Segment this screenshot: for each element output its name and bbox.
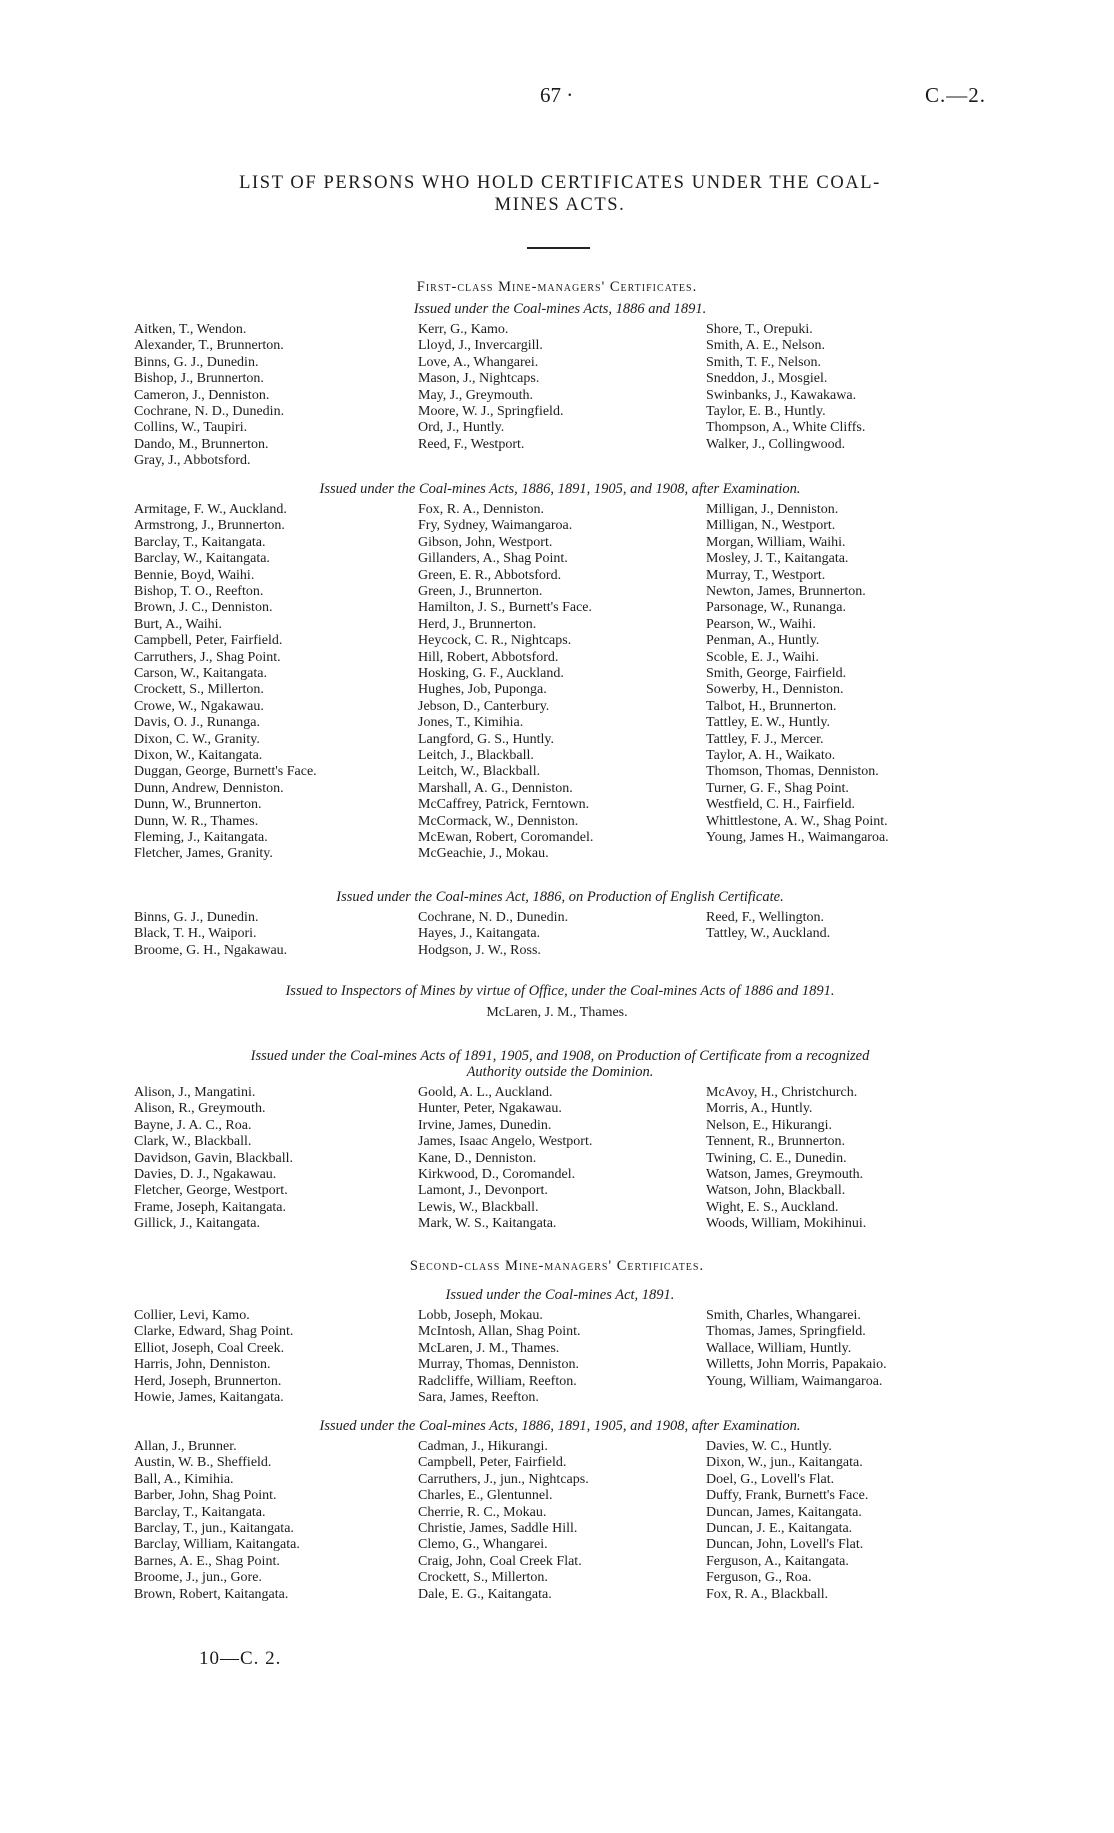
list-entry: Hughes, Job, Puponga. [418, 682, 547, 698]
list-row [134, 1183, 984, 1199]
list-row [134, 1357, 984, 1373]
list-entry: Cochrane, N. D., Dunedin. [418, 910, 569, 925]
list-entry: Fletcher, George, Westport. [134, 1183, 288, 1199]
list-entry: Murray, Thomas, Denniston. [418, 1357, 579, 1373]
title-line-2: MINES ACTS. [494, 195, 626, 215]
list-row [134, 650, 984, 666]
page-title [150, 172, 970, 216]
group-subtitle [150, 481, 970, 497]
list-entry: Green, J., Brunnerton. [418, 584, 543, 599]
list-entry: Tattley, W., Auckland. [706, 926, 831, 942]
list-row [134, 535, 984, 551]
list-entry: Young, William, Waimangaroa. [706, 1373, 883, 1389]
list-row [134, 437, 984, 453]
list-entry: Watson, James, Greymouth. [706, 1167, 864, 1182]
title-rule [527, 247, 590, 249]
list-entry: James, Isaac Angelo, Westport. [418, 1134, 593, 1150]
list-entry: Watson, John, Blackball. [706, 1183, 846, 1199]
page-number: 67 · [540, 83, 574, 107]
list-entry: McLaren, J. M., Thames. [486, 1005, 628, 1020]
list-entry: Tattley, F. J., Mercer. [706, 731, 824, 747]
list-entry: Green, E. R., Abbotsford. [418, 567, 562, 583]
list-entry: Barclay, T., jun., Kaitangata. [134, 1521, 294, 1536]
list-entry: Brown, J. C., Denniston. [134, 600, 273, 616]
list-row [134, 781, 984, 797]
list-entry: Turner, G. F., Shag Point. [706, 780, 849, 796]
list-row [134, 1308, 984, 1324]
list-row [134, 518, 984, 534]
list-entry: Barclay, T., Kaitangata. [134, 534, 266, 550]
list-entry: Sneddon, J., Mosgiel. [706, 371, 828, 387]
group-subtitle [150, 1418, 970, 1434]
list-entry: Hamilton, J. S., Burnett's Face. [418, 600, 593, 616]
group-subtitle-line: Issued to Inspectors of Mines by virtue of Office, under the Coal-mines Acts of 1886 and 1891. [285, 983, 835, 999]
group-subtitle [150, 983, 970, 999]
list-row [134, 846, 984, 862]
list-entry: Carson, W., Kaitangata. [134, 666, 267, 681]
list-entry: Craig, John, Coal Creek Flat. [418, 1553, 582, 1569]
list-entry: Tattley, E. W., Huntly. [706, 715, 830, 731]
list-entry: Allan, J., Brunner. [134, 1439, 237, 1454]
list-entry: Herd, Joseph, Brunnerton. [134, 1373, 282, 1389]
list-row [134, 1488, 984, 1504]
list-entry: Barber, John, Shag Point. [134, 1488, 277, 1504]
list-entry: Fox, R. A., Denniston. [418, 502, 545, 517]
list-entry: Duncan, John, Lovell's Flat. [706, 1537, 864, 1553]
list-row [134, 943, 984, 959]
document-code: C.—2. [925, 83, 987, 107]
list-entry: Young, James H., Waimangaroa. [706, 830, 889, 845]
list-entry: Bayne, J. A. C., Roa. [134, 1117, 252, 1133]
list-row [134, 830, 984, 846]
list-entry: Campbell, Peter, Fairfield. [418, 1455, 567, 1471]
list-entry: Smith, T. F., Nelson. [706, 354, 822, 370]
list-entry: Aitken, T., Wendon. [134, 322, 247, 337]
group-subtitle-line: Issued under the Coal-mines Act, 1886, on Production of English Certificate. [336, 889, 784, 905]
list-entry: Kerr, G., Kamo. [418, 322, 509, 337]
list-row [134, 1570, 984, 1586]
list-row [134, 584, 984, 600]
list-entry: Thompson, A., White Cliffs. [706, 420, 866, 436]
list-entry: Taylor, E. B., Huntly. [706, 404, 826, 419]
list-entry: Cochrane, N. D., Dunedin. [134, 404, 285, 419]
list-entry: Clemo, G., Whangarei. [418, 1537, 548, 1553]
list-entry: Shore, T., Orepuki. [706, 322, 813, 337]
list-entry: Goold, A. L., Auckland. [418, 1085, 553, 1100]
list-entry: Radcliffe, William, Reefton. [418, 1373, 577, 1389]
list-entry: Reed, F., Wellington. [706, 910, 825, 925]
list-entry: Talbot, H., Brunnerton. [706, 698, 837, 714]
list-row [134, 1085, 984, 1101]
list-entry: Broome, J., jun., Gore. [134, 1570, 262, 1586]
list-row [134, 748, 984, 764]
list-entry: Mark, W. S., Kaitangata. [418, 1216, 557, 1232]
list-entry: Murray, T., Westport. [706, 567, 826, 583]
list-row [134, 600, 984, 616]
list-row [134, 1200, 984, 1216]
list-entry: Westfield, C. H., Fairfield. [706, 797, 855, 813]
list-entry: Walker, J., Collingwood. [706, 436, 846, 452]
list-entry: McCormack, W., Denniston. [418, 813, 579, 829]
list-entry: Campbell, Peter, Fairfield. [134, 633, 283, 649]
list-entry: Moore, W. J., Springfield. [418, 404, 564, 419]
list-entry: Doel, G., Lovell's Flat. [706, 1471, 835, 1487]
list-row [134, 814, 984, 830]
list-entry: Crockett, S., Millerton. [134, 682, 264, 698]
list-entry: Jebson, D., Canterbury. [418, 698, 550, 714]
list-entry: May, J., Greymouth. [418, 387, 533, 403]
group-subtitle-line: Issued under the Coal-mines Act, 1891. [445, 1287, 675, 1303]
list-entry: Fletcher, James, Granity. [134, 846, 273, 862]
list-entry: Sara, James, Reefton. [418, 1390, 539, 1405]
list-entry: Davies, W. C., Huntly. [706, 1439, 832, 1454]
list-entry: Herd, J., Brunnerton. [418, 616, 537, 632]
list-entry: Lewis, W., Blackball. [418, 1199, 539, 1215]
list-entry: Alison, R., Greymouth. [134, 1101, 266, 1117]
list-row [134, 1341, 984, 1357]
list-entry: Hunter, Peter, Ngakawau. [418, 1101, 562, 1117]
list-entry: Elliot, Joseph, Coal Creek. [134, 1340, 285, 1356]
list-entry: Jones, T., Kimihia. [418, 715, 524, 731]
list-entry: Dunn, Andrew, Denniston. [134, 780, 284, 796]
list-entry: Duncan, J. E., Kaitangata. [706, 1521, 853, 1536]
list-entry: Duggan, George, Burnett's Face. [134, 764, 317, 780]
list-entry: Hosking, G. F., Auckland. [418, 666, 564, 681]
list-entry: Dixon, W., jun., Kaitangata. [706, 1455, 863, 1471]
list-row [134, 1554, 984, 1570]
list-row [134, 617, 984, 633]
list-entry: Willetts, John Morris, Papakaio. [706, 1357, 887, 1373]
list-entry: Fox, R. A., Blackball. [706, 1586, 829, 1602]
list-entry: Cadman, J., Hikurangi. [418, 1439, 548, 1454]
list-row [134, 1216, 984, 1232]
list-entry: McIntosh, Allan, Shag Point. [418, 1324, 581, 1340]
list-entry: Christie, James, Saddle Hill. [418, 1521, 578, 1536]
list-row [134, 1151, 984, 1167]
list-entry: Ball, A., Kimihia. [134, 1471, 234, 1487]
list-row [134, 355, 984, 371]
list-entry: Gray, J., Abbotsford. [134, 453, 251, 469]
list-row [134, 1537, 984, 1553]
title-line-1: LIST OF PERSONS WHO HOLD CERTIFICATES UNDER THE COAL- [239, 173, 881, 193]
list-entry: Leitch, W., Blackball. [418, 764, 541, 780]
list-entry: Thomson, Thomas, Denniston. [706, 764, 879, 780]
list-entry: Collier, Levi, Kamo. [134, 1308, 250, 1323]
list-entry: Gillick, J., Kaitangata. [134, 1216, 260, 1232]
list-row [134, 715, 984, 731]
list-entry: Davies, D. J., Ngakawau. [134, 1167, 277, 1182]
list-entry: Barclay, T., Kaitangata. [134, 1504, 266, 1520]
group-subtitle [130, 1048, 990, 1080]
list-entry: Lobb, Joseph, Mokau. [418, 1308, 543, 1323]
list-entry: Mosley, J. T., Kaitangata. [706, 551, 849, 567]
list-entry: Taylor, A. H., Waikato. [706, 748, 836, 763]
list-entry: Dixon, W., Kaitangata. [134, 748, 263, 763]
list-entry: Binns, G. J., Dunedin. [134, 910, 259, 925]
list-entry: Leitch, J., Blackball. [418, 748, 534, 763]
list-entry: Ferguson, G., Roa. [706, 1570, 812, 1586]
list-entry: Bishop, T. O., Reefton. [134, 584, 264, 599]
list-entry: McEwan, Robert, Coromandel. [418, 830, 594, 845]
group-subtitle-line: Issued under the Coal-mines Acts, 1886, 1891, 1905, and 1908, after Examination. [319, 481, 801, 497]
list-entry: Langford, G. S., Huntly. [418, 731, 554, 747]
list-entry: Armstrong, J., Brunnerton. [134, 518, 285, 534]
list-row [134, 420, 984, 436]
list-entry: Dunn, W. R., Thames. [134, 813, 259, 829]
list-entry: Alexander, T., Brunnerton. [134, 338, 284, 354]
list-entry: Nelson, E., Hikurangi. [706, 1117, 832, 1133]
list-row [134, 910, 984, 926]
list-entry: Twining, C. E., Dunedin. [706, 1150, 847, 1166]
list-row [134, 1521, 984, 1537]
list-entry: Smith, A. E., Nelson. [706, 338, 826, 354]
list-entry: Wallace, William, Huntly. [706, 1340, 852, 1356]
list-entry: Penman, A., Huntly. [706, 633, 820, 649]
group-subtitle-line: Issued under the Coal-mines Acts, 1886 and 1891. [413, 301, 707, 317]
list-entry: Hill, Robert, Abbotsford. [418, 649, 559, 665]
section-heading: First-class Mine-managers' Certificates. [416, 279, 698, 295]
list-entry: Harris, John, Denniston. [134, 1357, 271, 1373]
list-row [134, 699, 984, 715]
list-row [134, 666, 984, 682]
list-entry: Ord, J., Huntly. [418, 420, 505, 436]
list-entry: Crockett, S., Millerton. [418, 1570, 548, 1586]
list-row [134, 453, 984, 469]
list-entry: Davidson, Gavin, Blackball. [134, 1150, 294, 1166]
group-subtitle-line: Authority outside the Dominion. [466, 1064, 654, 1080]
section-heading: Second-class Mine-managers' Certificates. [409, 1258, 705, 1274]
list-row [134, 338, 984, 354]
list-entry: Marshall, A. G., Denniston. [418, 780, 573, 796]
sheet-signature: 10—C. 2. [199, 1648, 282, 1669]
list-entry: McLaren, J. M., Thames. [418, 1340, 560, 1356]
list-entry: Duffy, Frank, Burnett's Face. [706, 1488, 869, 1504]
list-entry: Reed, F., Westport. [418, 436, 525, 452]
list-entry: Hayes, J., Kaitangata. [418, 926, 541, 942]
list-entry: Dixon, C. W., Granity. [134, 731, 260, 747]
list-entry: Smith, Charles, Whangarei. [706, 1308, 861, 1323]
list-entry: Gibson, John, Westport. [418, 534, 553, 550]
list-entry: Kane, D., Denniston. [418, 1150, 537, 1166]
list-entry: Woods, William, Mokihinui. [706, 1216, 867, 1232]
list-entry: McAvoy, H., Christchurch. [706, 1085, 858, 1100]
list-entry: Thomas, James, Springfield. [706, 1324, 866, 1340]
list-entry: Collins, W., Taupiri. [134, 420, 248, 436]
list-entry: Swinbanks, J., Kawakawa. [706, 387, 857, 403]
list-entry: Lamont, J., Devonport. [418, 1183, 548, 1199]
group-subtitle-line: Issued under the Coal-mines Acts, 1886, 1891, 1905, and 1908, after Examination. [319, 1418, 801, 1434]
list-entry: Cherrie, R. C., Mokau. [418, 1504, 547, 1520]
list-row [134, 1374, 984, 1390]
list-entry: Crowe, W., Ngakawau. [134, 698, 264, 714]
list-entry: Milligan, J., Denniston. [706, 502, 839, 517]
list-row [134, 1134, 984, 1150]
list-row [134, 1439, 984, 1455]
list-row [134, 1390, 984, 1406]
list-row [134, 926, 984, 942]
list-entry: Fleming, J., Kaitangata. [134, 830, 268, 845]
list-entry: Irvine, James, Dunedin. [418, 1117, 552, 1133]
list-entry: Parsonage, W., Runanga. [706, 600, 846, 616]
list-entry: Tennent, R., Brunnerton. [706, 1134, 845, 1150]
list-entry: McCaffrey, Patrick, Ferntown. [418, 797, 590, 813]
list-entry: Davis, O. J., Runanga. [134, 715, 260, 731]
list-row [134, 568, 984, 584]
list-entry: Bishop, J., Brunnerton. [134, 371, 264, 387]
group-subtitle [150, 1287, 970, 1303]
list-row [134, 388, 984, 404]
list-entry: Morgan, William, Waihi. [706, 534, 846, 550]
list-entry: Ferguson, A., Kaitangata. [706, 1553, 849, 1569]
list-row [134, 1455, 984, 1471]
list-entry: Duncan, James, Kaitangata. [706, 1504, 862, 1520]
list-row [134, 1472, 984, 1488]
list-entry: Burt, A., Waihi. [134, 616, 223, 632]
list-entry: Hodgson, J. W., Ross. [418, 942, 541, 958]
list-entry: Black, T. H., Waipori. [134, 926, 257, 942]
list-entry: Carruthers, J., Shag Point. [134, 649, 281, 665]
list-row [134, 1167, 984, 1183]
list-entry: Alison, J., Mangatini. [134, 1085, 256, 1100]
list-entry: Armitage, F. W., Auckland. [134, 502, 287, 517]
list-row [134, 633, 984, 649]
list-entry: Charles, E., Glentunnel. [418, 1488, 553, 1504]
list-entry: Clarke, Edward, Shag Point. [134, 1324, 294, 1340]
list-entry: Smith, George, Fairfield. [706, 666, 847, 681]
list-entry: Dando, M., Brunnerton. [134, 436, 269, 452]
list-entry: Sowerby, H., Denniston. [706, 682, 844, 698]
list-row [134, 502, 984, 518]
list-row [134, 732, 984, 748]
list-entry: Barclay, W., Kaitangata. [134, 551, 270, 567]
group-subtitle [150, 889, 970, 905]
list-entry: Kirkwood, D., Coromandel. [418, 1167, 576, 1182]
list-entry: Pearson, W., Waihi. [706, 616, 816, 632]
list-entry: Lloyd, J., Invercargill. [418, 338, 543, 354]
list-entry: Dale, E. G., Kaitangata. [418, 1586, 552, 1602]
list-row [134, 1118, 984, 1134]
list-entry: Whittlestone, A. W., Shag Point. [706, 813, 888, 829]
group-subtitle [150, 301, 970, 317]
list-entry: Milligan, N., Westport. [706, 518, 836, 534]
list-entry: McGeachie, J., Mokau. [418, 846, 549, 862]
list-entry: Cameron, J., Denniston. [134, 387, 270, 403]
list-entry: Clark, W., Blackball. [134, 1134, 252, 1150]
list-entry: Morris, A., Huntly. [706, 1101, 813, 1117]
list-entry: Bennie, Boyd, Waihi. [134, 567, 255, 583]
list-row [134, 404, 984, 420]
list-entry: Frame, Joseph, Kaitangata. [134, 1199, 287, 1215]
list-entry: Mason, J., Nightcaps. [418, 371, 540, 387]
list-row [134, 322, 984, 338]
list-entry: Barclay, William, Kaitangata. [134, 1537, 300, 1553]
list-entry: Dunn, W., Brunnerton. [134, 797, 262, 813]
list-row [134, 764, 984, 780]
list-entry: Wight, E. S., Auckland. [706, 1199, 839, 1215]
list-entry: Howie, James, Kaitangata. [134, 1390, 284, 1405]
list-entry: Binns, G. J., Dunedin. [134, 354, 259, 370]
list-row [134, 1101, 984, 1117]
list-row [134, 551, 984, 567]
list-entry: Fry, Sydney, Waimangaroa. [418, 518, 573, 534]
list-row [134, 682, 984, 698]
list-entry: Broome, G. H., Ngakawau. [134, 942, 288, 958]
list-entry: Newton, James, Brunnerton. [706, 584, 866, 599]
group-subtitle-line: Issued under the Coal-mines Acts of 1891, 1905, and 1908, on Production of Certificate from a recognized [250, 1048, 870, 1064]
list-entry: Barnes, A. E., Shag Point. [134, 1553, 280, 1569]
list-row [134, 1324, 984, 1340]
list-entry: Austin, W. B., Sheffield. [134, 1455, 272, 1471]
list-row [134, 1505, 984, 1521]
list-entry: Gillanders, A., Shag Point. [418, 551, 568, 567]
list-row [134, 371, 984, 387]
list-entry: Love, A., Whangarei. [418, 354, 539, 370]
list-entry: Brown, Robert, Kaitangata. [134, 1586, 289, 1602]
list-entry: Carruthers, J., jun., Nightcaps. [418, 1471, 589, 1487]
list-entry: Scoble, E. J., Waihi. [706, 649, 819, 665]
list-row [134, 1587, 984, 1603]
list-row [134, 797, 984, 813]
list-entry: Heycock, C. R., Nightcaps. [418, 633, 572, 649]
